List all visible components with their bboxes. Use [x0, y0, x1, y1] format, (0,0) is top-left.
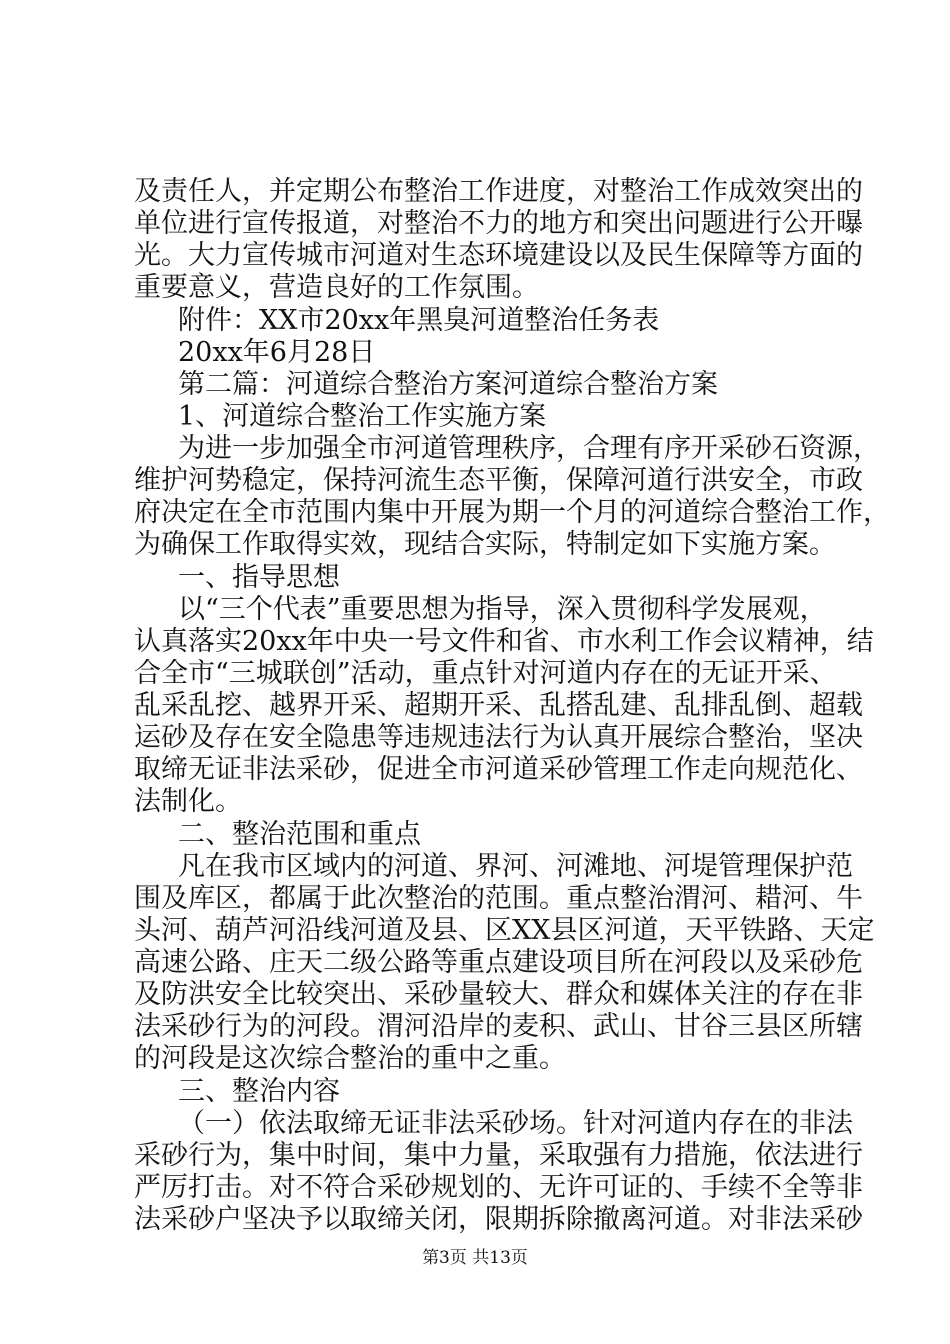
body-line-33: 法采砂户坚决予以取缔关闭，限期拆除撤离河道。对非法采砂 — [134, 1204, 863, 1235]
body-line-20: 法制化。 — [134, 786, 242, 817]
body-line-9: 为进一步加强全市河道管理秩序，合理有序开采砂石资源， — [178, 433, 880, 464]
body-line-10: 维护河势稳定，保持河流生态平衡，保障河道行洪安全，市政 — [134, 465, 863, 496]
heading-content: 三、整治内容 — [178, 1076, 340, 1107]
body-line-26: 及防洪安全比较突出、采砂量较大、群众和媒体关注的存在非 — [134, 979, 863, 1010]
attachment-line: 附件：XX市20xx年黑臭河道整治任务表 — [178, 305, 660, 336]
section-title: 第二篇：河道综合整治方案河道综合整治方案 — [178, 369, 718, 400]
body-line-18: 运砂及存在安全隐患等违规违法行为认真开展综合整治，坚决 — [134, 722, 863, 753]
body-line-16: 合全市“三城联创”活动，重点针对河道内存在的无证开采、 — [134, 658, 837, 689]
heading-guiding-thought: 一、指导思想 — [178, 562, 340, 593]
body-line-12: 为确保工作取得实效，现结合实际，特制定如下实施方案。 — [134, 529, 836, 560]
body-line-31: 采砂行为，集中时间，集中力量，采取强有力措施，依法进行 — [134, 1140, 863, 1171]
body-line-17: 乱采乱挖、越界开采、超期开采、乱搭乱建、乱排乱倒、超载 — [134, 690, 863, 721]
body-line-23: 围及库区，都属于此次整治的范围。重点整治渭河、耤河、牛 — [134, 883, 863, 914]
body-line-3: 光。大力宣传城市河道对生态环境建设以及民生保障等方面的 — [134, 240, 863, 271]
body-line-1: 及责任人，并定期公布整治工作进度，对整治工作成效突出的 — [134, 176, 863, 207]
body-line-30: （一）依法取缔无证非法采砂场。针对河道内存在的非法 — [178, 1108, 853, 1139]
body-line-28: 的河段是这次综合整治的重中之重。 — [134, 1043, 566, 1074]
heading-scope: 二、整治范围和重点 — [178, 819, 421, 850]
body-line-14: 以“三个代表”重要思想为指导，深入贯彻科学发展观， — [178, 594, 827, 625]
body-line-27: 法采砂行为的河段。渭河沿岸的麦积、武山、甘谷三县区所辖 — [134, 1011, 863, 1042]
body-line-24: 头河、葫芦河沿线河道及县、区XX县区河道，天平铁路、天定 — [134, 915, 875, 946]
page-number-footer: 第3页 共13页 — [422, 1248, 528, 1268]
body-line-2: 单位进行宣传报道，对整治不力的地方和突出问题进行公开曝 — [134, 208, 863, 239]
body-line-11: 府决定在全市范围内集中开展为期一个月的河道综合整治工作， — [134, 497, 890, 528]
body-line-4: 重要意义，营造良好的工作氛围。 — [134, 272, 539, 303]
body-line-15: 认真落实20xx年中央一号文件和省、市水利工作会议精神，结 — [134, 626, 874, 657]
body-line-22: 凡在我市区域内的河道、界河、河滩地、河堤管理保护范 — [178, 851, 853, 882]
date-line: 20xx年6月28日 — [178, 337, 376, 368]
subsection-title: 1、河道综合整治工作实施方案 — [178, 401, 547, 432]
body-line-32: 严厉打击。对不符合采砂规划的、无许可证的、手续不全等非 — [134, 1172, 863, 1203]
body-line-19: 取缔无证非法采砂，促进全市河道采砂管理工作走向规范化、 — [134, 754, 863, 785]
body-line-25: 高速公路、庄天二级公路等重点建设项目所在河段以及采砂危 — [134, 947, 863, 978]
